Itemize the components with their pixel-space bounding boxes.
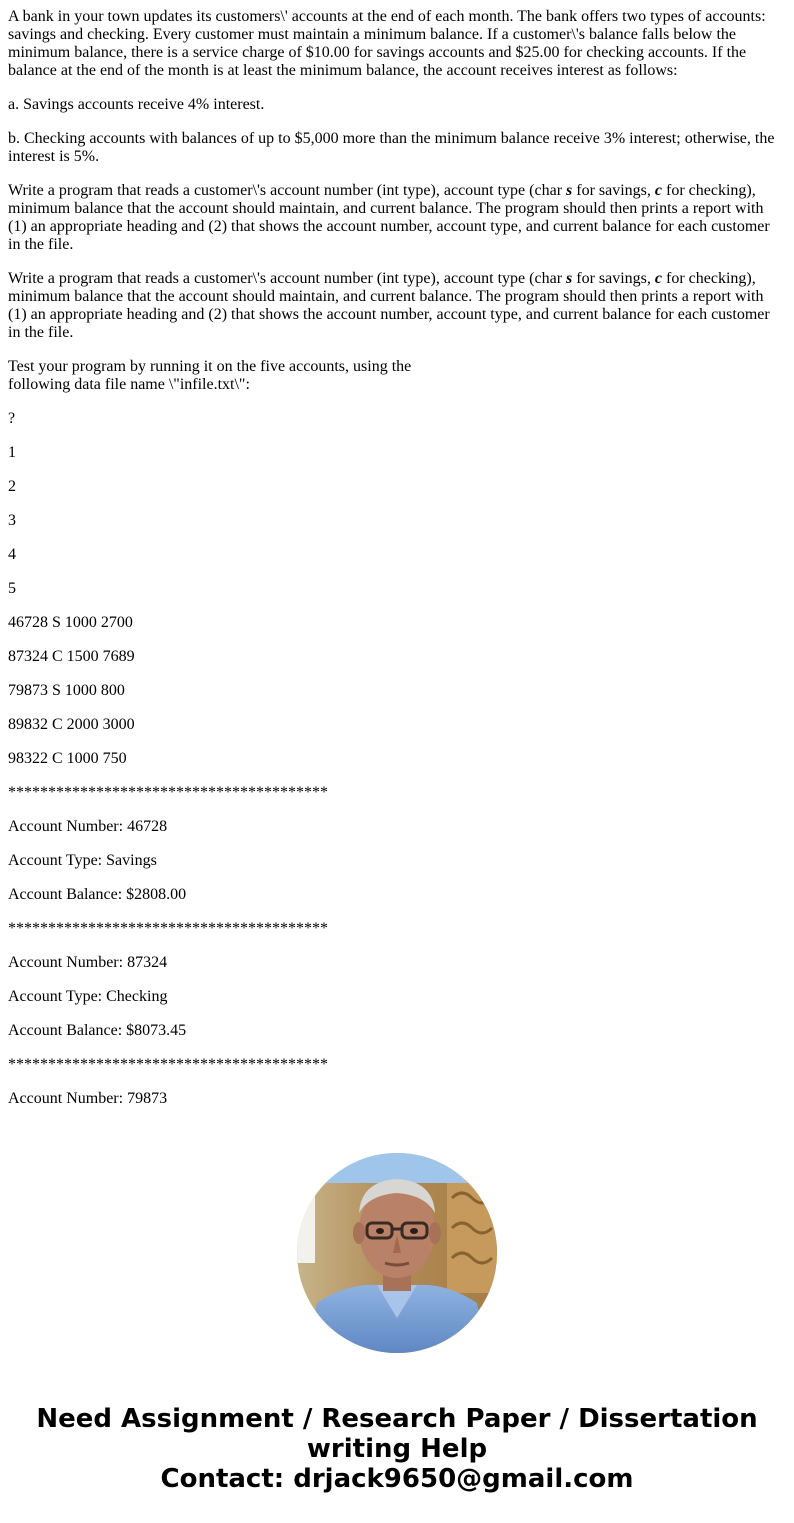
line-number: 4 [8,546,16,563]
line-number: 1 [8,444,16,461]
task-paragraph [8,182,778,254]
promo-line-2: writing Help [306,1434,488,1464]
checking-letter: c [654,270,663,287]
account-balance: Account Balance: $8073.45 [8,1022,187,1039]
separator: **************************************** [8,920,328,937]
savings-letter: s [566,270,573,287]
data-row: 46728 S 1000 2700 [8,614,133,631]
account-type: Account Type: Checking [8,988,168,1005]
line-number: 5 [8,580,16,597]
data-row: 87324 C 1500 7689 [8,648,135,665]
question-content [8,8,778,1124]
test-instructions [8,358,778,394]
data-row: 98322 C 1000 750 [8,750,127,767]
promo-banner [0,1404,794,1494]
checking-letter: c [654,182,663,199]
separator: **************************************** [8,784,328,801]
account-number: Account Number: 79873 [8,1090,168,1107]
intro-paragraph: A bank in your town updates its customers\' accounts at the end of each month. The bank offers two types of accounts: savings and checking. Every customer must maintain a minimum balance. If a customer\'s balance falls below the minimum balance, there is a service charge of $10.00 for savings accounts and $25.00 for checking accounts. If the balance at the end of the month is at least the minimum balance, the account receives interest as follows: [8,8,766,79]
task-paragraph-repeat [8,270,778,342]
savings-letter: s [566,182,573,199]
task-text-1: Write a program that reads a customer\'s account number (int type), account type (char [8,270,567,287]
rule-b: b. Checking accounts with balances of up to $5,000 more than the minimum balance receive 3% interest; otherwise, the interest is 5%. [8,130,775,165]
task-text-2: for savings, [572,182,655,199]
account-number: Account Number: 46728 [8,818,168,835]
line-number: 3 [8,512,16,529]
task-text-1: Write a program that reads a customer\'s account number (int type), account type (char [8,182,567,199]
promo-line-1: Need Assignment / Research Paper / Dissertation [36,1404,758,1434]
test-line-2: following data file name \"infile.txt\": [8,376,250,393]
promo-contact: Contact: drjack9650@gmail.com [160,1464,634,1494]
test-line-1: Test your program by running it on the five accounts, using the [8,358,412,375]
line-number: 2 [8,478,16,495]
task-text-3: for checking), minimum balance that the account should maintain, and current balance. The program should then prints a report with (1) an appropriate heading and (2) that shows the account number, account type, and current balance for each customer in the file. [8,182,770,253]
data-row: 79873 S 1000 800 [8,682,125,699]
data-row: 89832 C 2000 3000 [8,716,135,733]
avatar [297,1153,497,1353]
account-number: Account Number: 87324 [8,954,168,971]
line-number: ? [8,410,16,427]
rule-a: a. Savings accounts receive 4% interest. [8,96,265,113]
separator: **************************************** [8,1056,328,1073]
account-balance: Account Balance: $2808.00 [8,886,187,903]
task-text-3: for checking), minimum balance that the account should maintain, and current balance. The program should then prints a report with (1) an appropriate heading and (2) that shows the account number, account type, and current balance for each customer in the file. [8,270,770,341]
account-type: Account Type: Savings [8,852,157,869]
person-portrait-icon [297,1153,497,1353]
task-text-2: for savings, [572,270,655,287]
